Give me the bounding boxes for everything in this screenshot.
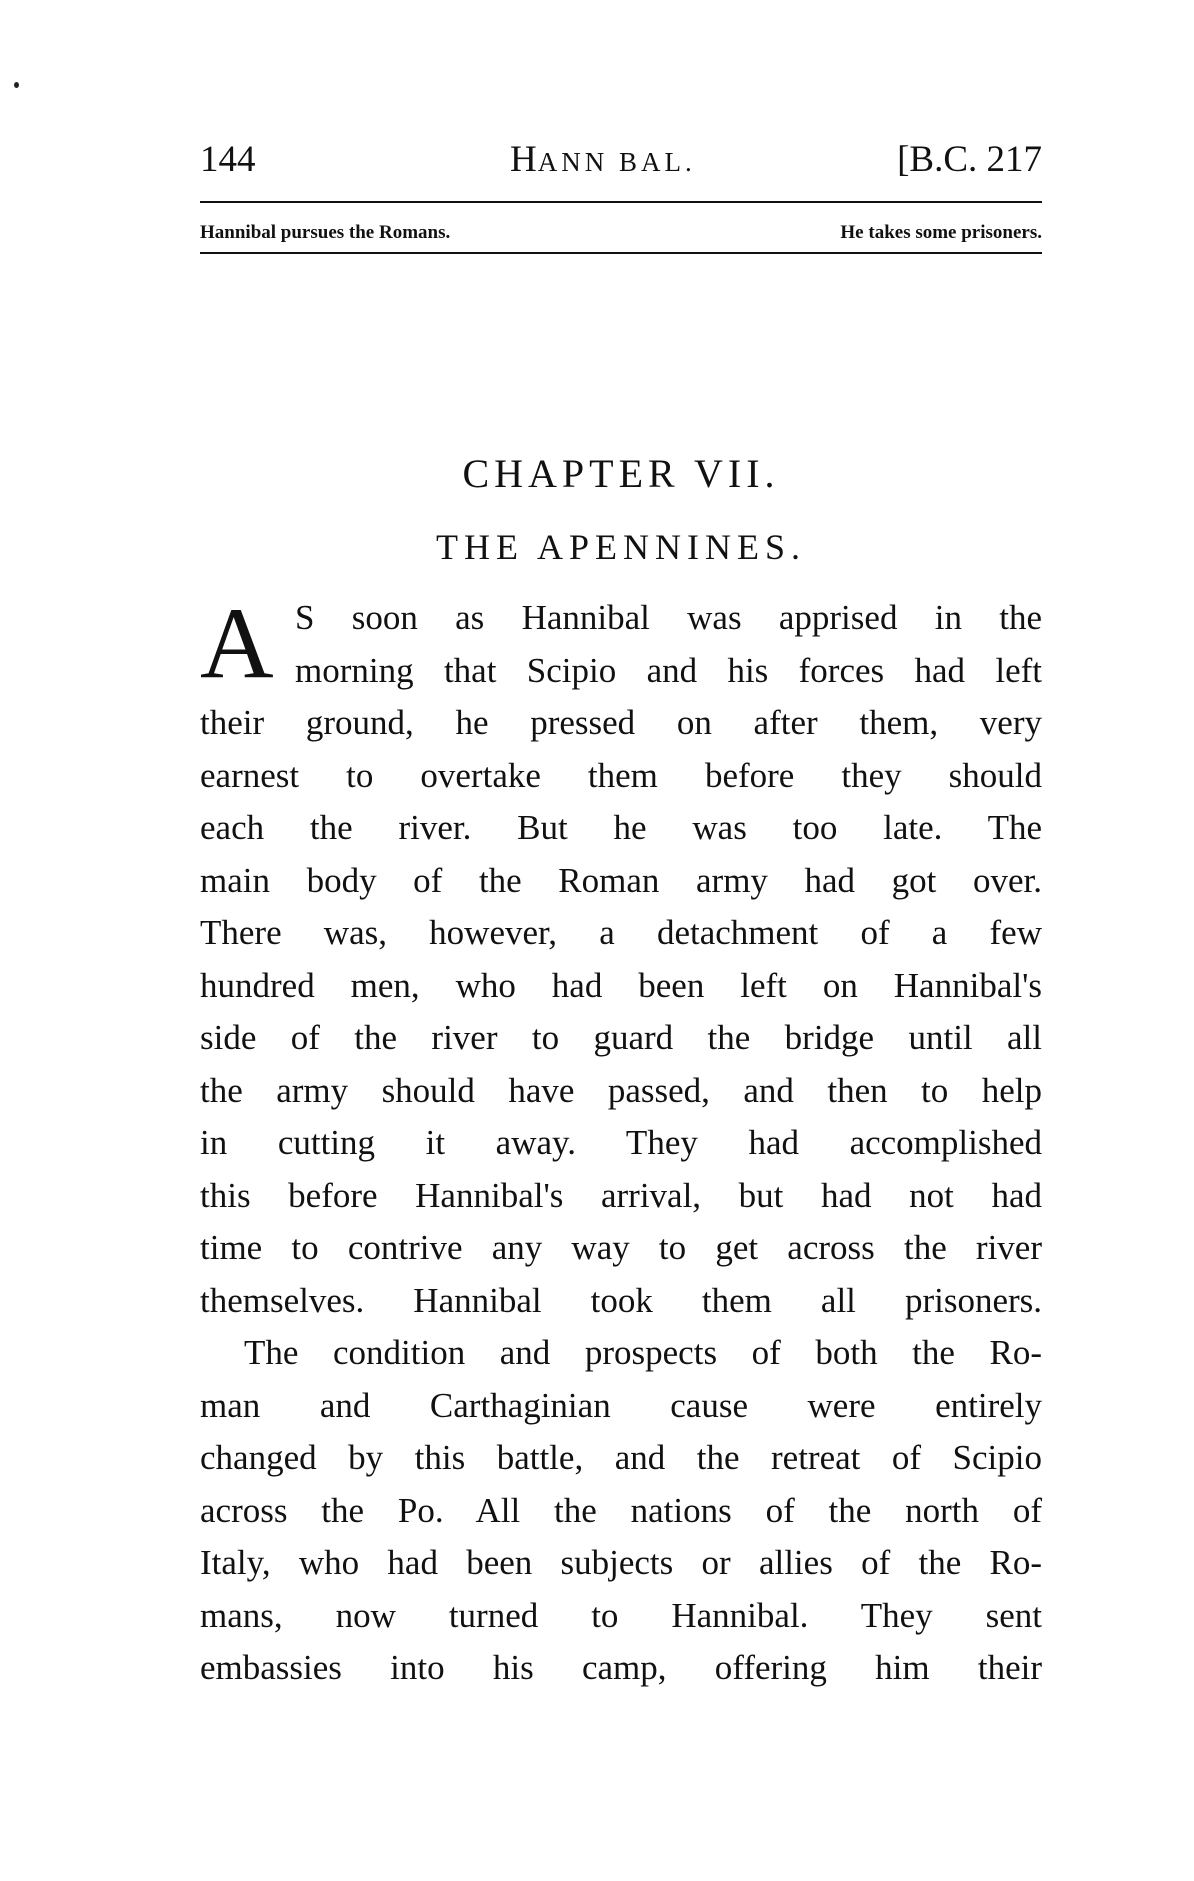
running-title-rest: ANN BAL. bbox=[537, 147, 696, 177]
text-line: earnest to overtake them before they should bbox=[200, 755, 1042, 795]
text-line: across the Po. All the nations of the north of bbox=[200, 1490, 1042, 1530]
summary-left: Hannibal pursues the Romans. bbox=[200, 222, 451, 243]
year-marker: [B.C. 217 bbox=[897, 139, 1042, 180]
running-head bbox=[200, 138, 1042, 188]
text-line: Italy, who had been subjects or allies of the Ro- bbox=[200, 1543, 1042, 1582]
text-line: changed by this battle, and the retreat of Scipio bbox=[200, 1438, 1042, 1477]
chapter-title: THE APENNINES. bbox=[436, 527, 806, 567]
summary-right: He takes some prisoners. bbox=[840, 222, 1042, 243]
text-line: embassies into his camp, offering him their bbox=[200, 1648, 1042, 1687]
drop-cap: A bbox=[200, 587, 274, 700]
header-rule-bottom bbox=[200, 252, 1042, 254]
text-line: man and Carthaginian cause were entirely bbox=[200, 1385, 1042, 1425]
text-line: morning that Scipio and his forces had left bbox=[295, 650, 1042, 690]
text-line: hundred men, who had been left on Hannibal's bbox=[200, 965, 1042, 1005]
text-line: time to contrive any way to get across the river bbox=[200, 1228, 1042, 1267]
running-title bbox=[510, 138, 696, 181]
text-line: their ground, he pressed on after them, very bbox=[200, 703, 1042, 742]
ink-speck bbox=[14, 82, 19, 88]
text-line: the army should have passed, and then to help bbox=[200, 1070, 1042, 1110]
body-text bbox=[200, 587, 1042, 1695]
page-summary bbox=[200, 222, 1042, 246]
text-line: mans, now turned to Hannibal. They sent bbox=[200, 1595, 1042, 1635]
page-number: 144 bbox=[200, 139, 256, 180]
chapter-number: CHAPTER VII. bbox=[462, 451, 780, 496]
text-line: side of the river to guard the bridge until all bbox=[200, 1018, 1042, 1057]
running-title-initial: H bbox=[510, 139, 538, 180]
text-line: each the river. But he was too late. The bbox=[200, 808, 1042, 847]
text-line: in cutting it away. They had accomplished bbox=[200, 1123, 1042, 1162]
text-line: this before Hannibal's arrival, but had not had bbox=[200, 1175, 1042, 1215]
header-rule-top bbox=[200, 201, 1042, 203]
text-line: S soon as Hannibal was apprised in the bbox=[295, 598, 1042, 637]
text-line: main body of the Roman army had got over. bbox=[200, 860, 1042, 900]
text-line: themselves. Hannibal took them all prisoners. bbox=[200, 1280, 1042, 1320]
text-line: The condition and prospects of both the Ro- bbox=[244, 1333, 1042, 1372]
text-line: There was, however, a detachment of a few bbox=[200, 913, 1042, 952]
